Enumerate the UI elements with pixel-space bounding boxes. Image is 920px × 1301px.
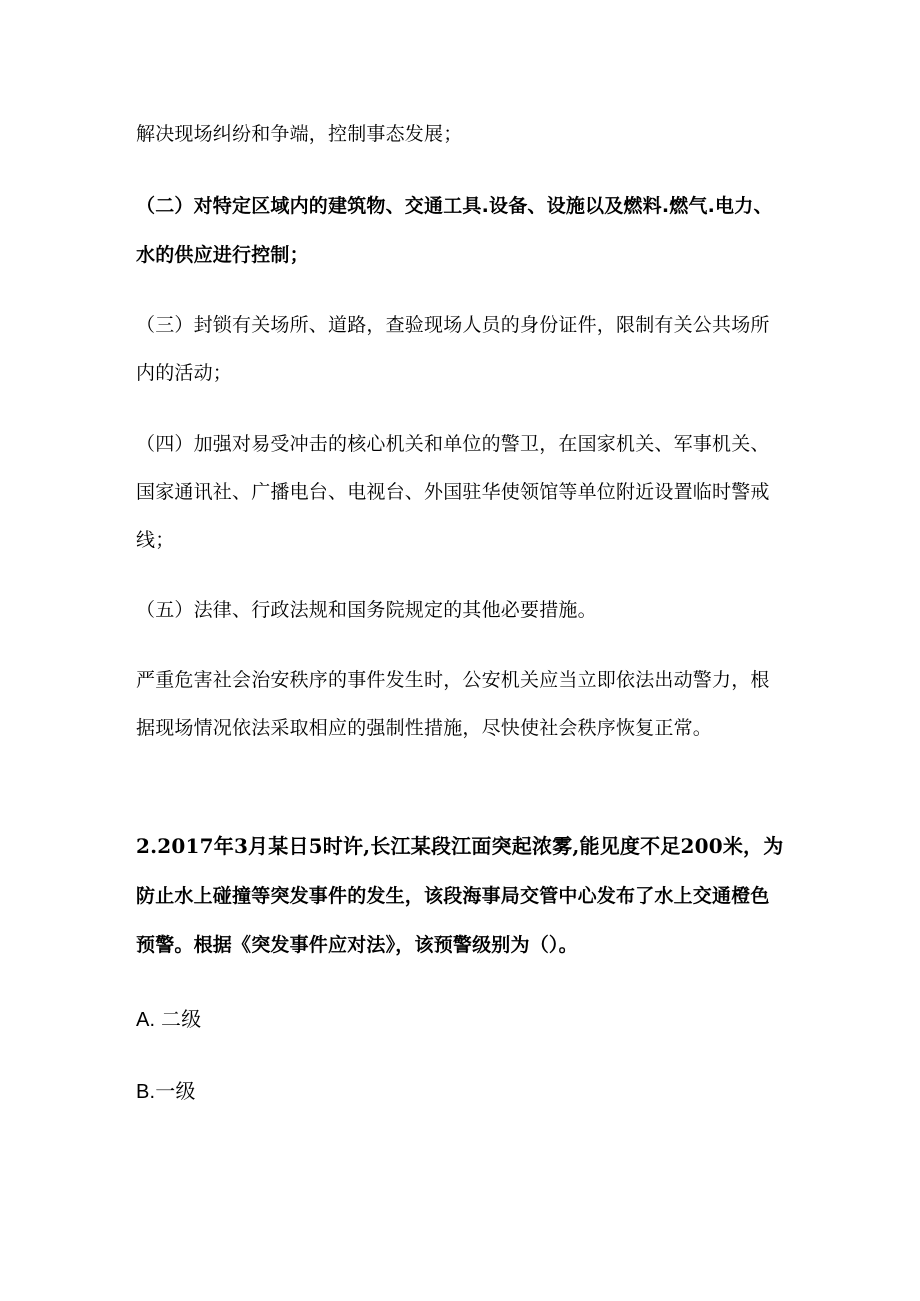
answer-option-a: A. 二级 bbox=[136, 1009, 202, 1031]
question-line: 预警。根据《突发事件应对法》，该预警级别为（）。 bbox=[136, 934, 578, 956]
paragraph-line: 线； bbox=[136, 529, 175, 551]
paragraph-line: 内的活动； bbox=[136, 362, 233, 384]
paragraph-line: （三）封锁有关场所、道路，查验现场人员的身份证件，限制有关公共场所 bbox=[136, 314, 770, 336]
paragraph-line: 国家通讯社、广播电台、电视台、外国驻华使领馆等单位附近设置临时警戒 bbox=[136, 481, 770, 503]
answer-option-b: B.一级 bbox=[136, 1081, 196, 1103]
question-line: 防止水上碰撞等突发事件的发生，该段海事局交管中心发布了水上交通橙色 bbox=[136, 885, 770, 907]
paragraph-line: （二）对特定区域内的建筑物、交通工具.设备、设施以及燃料.燃气.电力、 bbox=[136, 195, 773, 217]
question-line: 2.2017年3月某日5时许,长江某段江面突起浓雾,能见度不足200米，为 bbox=[136, 834, 784, 858]
paragraph-line: 据现场情况依法采取相应的强制性措施，尽快使社会秩序恢复正常。 bbox=[136, 717, 713, 739]
paragraph-line: 解决现场纠纷和争端，控制事态发展； bbox=[136, 123, 463, 145]
paragraph-line: 水的供应进行控制； bbox=[136, 244, 309, 266]
paragraph-line: （四）加强对易受冲击的核心机关和单位的警卫，在国家机关、军事机关、 bbox=[136, 433, 770, 455]
paragraph-line: （五）法律、行政法规和国务院规定的其他必要措施。 bbox=[136, 599, 597, 621]
paragraph-line: 严重危害社会治安秩序的事件发生时，公安机关应当立即依法出动警力，根 bbox=[136, 669, 770, 691]
